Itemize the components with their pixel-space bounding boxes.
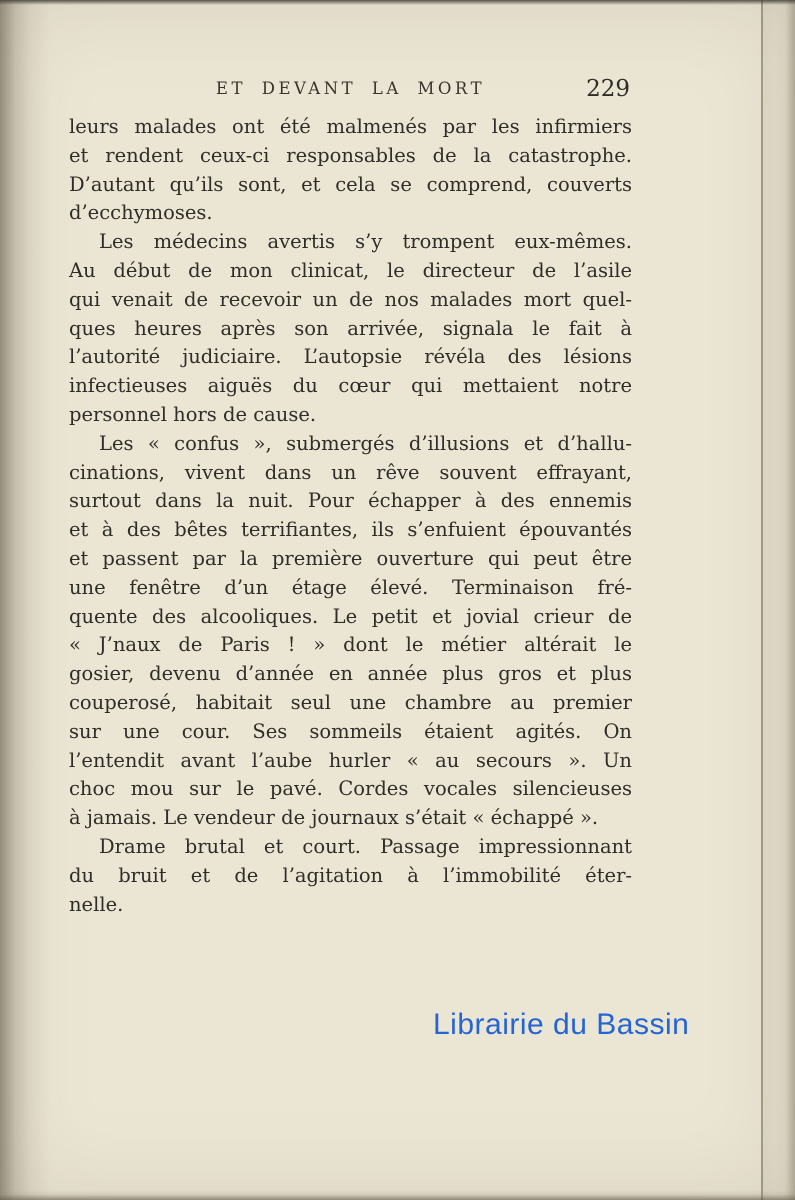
page-gutter-shadow bbox=[0, 0, 50, 1200]
page-top-edge bbox=[0, 0, 795, 5]
text-line: d’ecchymoses. bbox=[69, 201, 213, 225]
text-line: personnel hors de cause. bbox=[69, 402, 317, 426]
text-line: choc mou sur le pavé. Cordes vocales silencieuses bbox=[69, 777, 632, 801]
text-line: nelle. bbox=[69, 892, 124, 916]
text-line: « J’naux de Paris ! » dont le métier altérait le bbox=[69, 633, 632, 657]
text-line: Au début de mon clinicat, le directeur de l’asile bbox=[69, 258, 632, 282]
text-line: couperosé, habitait seul une chambre au premier bbox=[69, 690, 632, 714]
text-line: l’autorité judiciaire. L’autopsie révéla des lésions bbox=[69, 345, 632, 369]
text-line: Les médecins avertis s’y trompent eux-mêmes. bbox=[99, 230, 632, 254]
text-line: cinations, vivent dans un rêve souvent effrayant, bbox=[69, 460, 632, 484]
page-number: 229 bbox=[586, 76, 630, 102]
text-line: sur une cour. Ses sommeils étaient agités. On bbox=[69, 719, 632, 743]
text-line: et à des bêtes terrifiantes, ils s’enfuient épouvantés bbox=[69, 518, 632, 542]
text-line: Drame brutal et court. Passage impressionnant bbox=[99, 834, 632, 858]
text-line: l’entendit avant l’aube hurler « au secours ». Un bbox=[69, 748, 632, 772]
text-line: ques heures après son arrivée, signala le fait à bbox=[69, 316, 632, 340]
watermark: Librairie du Bassin bbox=[433, 1008, 690, 1041]
text-line: et rendent ceux-ci responsables de la catastrophe. bbox=[69, 143, 632, 167]
text-line: à jamais. Le vendeur de journaux s’était « échappé ». bbox=[69, 806, 599, 830]
text-line: une fenêtre d’un étage élevé. Terminaison fré- bbox=[69, 575, 632, 599]
text-line: et passent par la première ouverture qui peut être bbox=[69, 546, 632, 570]
text-line: gosier, devenu d’année en année plus gros et plus bbox=[69, 662, 632, 686]
text-line: du bruit et de l’agitation à l’immobilité éter- bbox=[69, 863, 632, 887]
paragraph bbox=[69, 228, 632, 430]
text-line: leurs malades ont été malmenés par les infirmiers bbox=[69, 115, 632, 138]
page-edge-crease bbox=[761, 0, 795, 1200]
text-line: qui venait de recevoir un de nos malades mort quel- bbox=[69, 287, 632, 311]
paragraph bbox=[69, 430, 632, 833]
paragraph bbox=[69, 113, 632, 228]
page-header bbox=[69, 74, 632, 104]
page-bottom-edge bbox=[0, 1190, 795, 1200]
text-block bbox=[69, 113, 632, 919]
running-title: ET DEVANT LA MORT bbox=[215, 79, 486, 98]
paragraph bbox=[69, 833, 632, 919]
text-line: infectieuses aiguës du cœur qui mettaient notre bbox=[69, 374, 632, 398]
text-line: D’autant qu’ils sont, et cela se comprend, couverts bbox=[69, 172, 632, 196]
text-line: surtout dans la nuit. Pour échapper à des ennemis bbox=[69, 489, 632, 513]
text-line: Les « confus », submergés d’illusions et d’hallu- bbox=[99, 431, 632, 455]
text-line: quente des alcooliques. Le petit et jovial crieur de bbox=[69, 604, 632, 628]
